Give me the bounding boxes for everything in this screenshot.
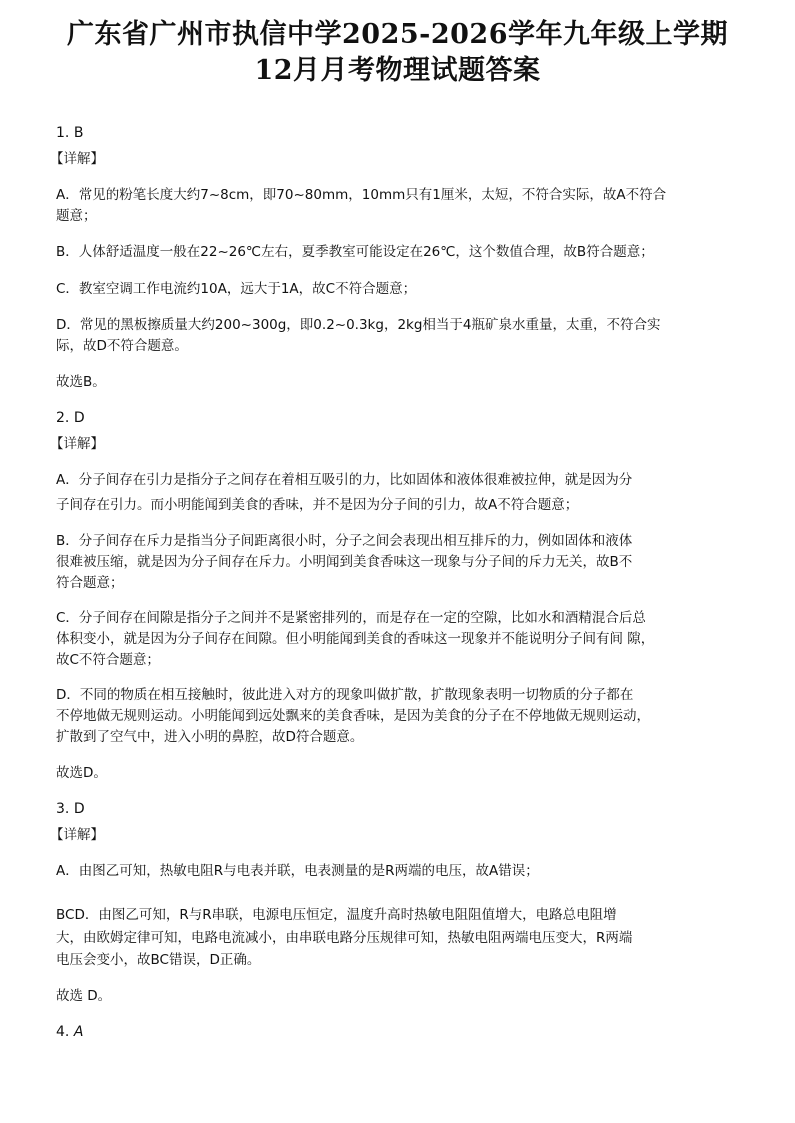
question-answer: D bbox=[73, 410, 85, 426]
explanation-line: A．由图乙可知，热敏电阻R与电表并联，电表测量的是R两端的电压，故A错误； bbox=[56, 863, 539, 879]
explanation-line: 很难被压缩，就是因为分子间存在斥力。小明闻到美食香味这一现象与分子间的斥力无关，故B不 bbox=[56, 554, 633, 570]
detail-label: 【详解】 bbox=[50, 436, 104, 452]
explanation-line: 符合题意； bbox=[56, 575, 124, 591]
question-answer: B bbox=[73, 125, 84, 141]
explanation-line: A．分子间存在引力是指分子之间存在着相互吸引的力，比如固体和液体很难被拉伸，就是因为分 bbox=[56, 472, 633, 488]
document-title-line-1: 广东省广州市执信中学2025-2026学年九年级上学期 bbox=[67, 19, 728, 50]
explanation-line: D．常见的黑板擦质量大约200~300g，即0.2~0.3kg，2kg相当于4瓶矿泉水重量，太重，不符合实 bbox=[56, 317, 661, 333]
question-3-heading bbox=[56, 800, 85, 818]
explanation-line: C．分子间存在间隙是指分子之间并不是紧密排列的，而是存在一定的空隙，比如水和酒精混合后总 bbox=[56, 610, 646, 626]
explanation-line: B．人体舒适温度一般在22~26℃左右，夏季教室可能设定在26℃，这个数值合理，故B符合题意； bbox=[56, 244, 654, 260]
question-2-heading bbox=[56, 409, 85, 427]
detail-label: 【详解】 bbox=[50, 827, 104, 843]
conclusion: 故选 D。 bbox=[56, 988, 112, 1004]
explanation-line: 大，由欧姆定律可知，电路电流减小，由串联电路分压规律可知，热敏电阻两端电压变大，R两端 bbox=[56, 930, 633, 946]
explanation-line: 不停地做无规则运动。小明能闻到远处飘来的美食香味，是因为美食的分子在不停地做无规则运动， bbox=[56, 708, 650, 724]
question-answer: D bbox=[73, 801, 85, 817]
explanation-line: D．不同的物质在相互接触时，彼此进入对方的现象叫做扩散，扩散现象表明一切物质的分子都在 bbox=[56, 687, 634, 703]
conclusion: 故选D。 bbox=[56, 765, 107, 781]
explanation-line: 故C不符合题意； bbox=[56, 652, 160, 668]
explanation-line: BCD．由图乙可知，R与R串联，电源电压恒定，温度升高时热敏电阻阻值增大，电路总电阻增 bbox=[56, 907, 617, 923]
explanation-line: B．分子间存在斥力是指当分子间距离很小时，分子之间会表现出相互排斥的力，例如固体和液体 bbox=[56, 533, 633, 549]
question-number: 1. bbox=[56, 125, 70, 141]
question-number: 4. bbox=[56, 1024, 70, 1040]
explanation-line: 体积变小，就是因为分子间存在间隙。但小明能闻到美食的香味这一现象并不能说明分子间有间 隙， bbox=[56, 631, 655, 647]
explanation-line: C．教室空调工作电流约10A，远大于1A，故C不符合题意； bbox=[56, 281, 417, 297]
question-number: 2. bbox=[56, 410, 70, 426]
explanation-line: 际，故D不符合题意。 bbox=[56, 338, 188, 354]
question-4-heading bbox=[56, 1023, 83, 1041]
detail-label: 【详解】 bbox=[50, 151, 104, 167]
explanation-line: 扩散到了空气中，进入小明的鼻腔，故D符合题意。 bbox=[56, 729, 364, 745]
question-number: 3. bbox=[56, 801, 70, 817]
conclusion: 故选B。 bbox=[56, 374, 106, 390]
explanation-line: 子间存在引力。而小明能闻到美食的香味，并不是因为分子间的引力，故A不符合题意； bbox=[56, 497, 579, 513]
question-answer: A bbox=[73, 1024, 84, 1040]
explanation-line: A．常见的粉笔长度大约7~8cm，即70~80mm，10mm只有1厘米，太短，不符合实际，故A不符合 bbox=[56, 187, 667, 203]
explanation-line: 电压会变小，故BC错误，D正确。 bbox=[56, 952, 261, 968]
explanation-line: 题意； bbox=[56, 208, 97, 224]
question-1-heading bbox=[56, 124, 83, 142]
document-title-line-2: 12月月考物理试题答案 bbox=[254, 55, 541, 86]
